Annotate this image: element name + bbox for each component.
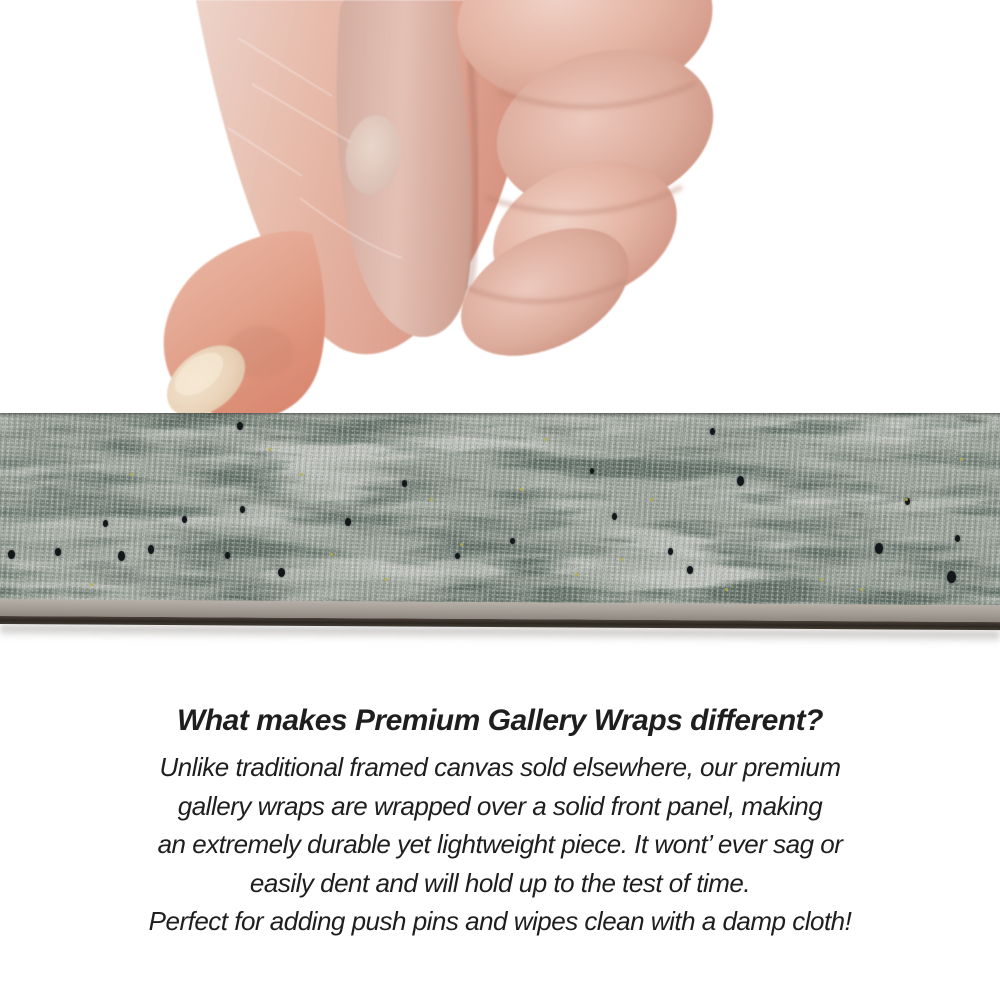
canvas-hole-spot (710, 428, 715, 435)
canvas-hole-spot (118, 551, 125, 561)
canvas-paint-speck (90, 583, 93, 586)
canvas-hole-spot (8, 550, 15, 559)
canvas-paint-speck (268, 448, 271, 451)
heading: What makes Premium Gallery Wraps different? (177, 704, 823, 737)
canvas-paint-speck (650, 498, 653, 501)
canvas-hole-spot (612, 513, 617, 520)
canvas-paint-speck (430, 498, 433, 501)
description-line-5: Perfect for adding push pins and wipes clean with a damp cloth! (148, 906, 852, 936)
canvas-paint-speck (620, 558, 623, 561)
canvas-hole-spot (875, 543, 883, 554)
canvas-paint-speck (960, 458, 963, 461)
canvas-hole-spot (240, 506, 245, 513)
canvas-hole-spot (687, 566, 693, 574)
canvas-top-edge (0, 413, 1000, 417)
canvas-hole-spot (225, 552, 230, 559)
canvas-hole-spot (55, 548, 61, 556)
hand-photo (0, 0, 1000, 422)
canvas-paint-speck (130, 473, 133, 476)
canvas-paint-speck (905, 498, 908, 501)
canvas-hole-spot (668, 548, 673, 555)
canvas-paint-speck (820, 578, 823, 581)
canvas-paint-speck (330, 553, 333, 556)
canvas-hole-spot (402, 480, 407, 487)
canvas-paint-speck (300, 473, 303, 476)
canvas-hole-spot (278, 568, 285, 577)
description-line-3: an extremely durable yet lightweight piece. It wont’ ever sag or (157, 829, 843, 859)
description-text (0, 701, 1000, 941)
canvas-hole-spot (455, 553, 460, 559)
description-line-1: Unlike traditional framed canvas sold elsewhere, our premium (159, 752, 841, 782)
canvas-paint-speck (460, 543, 463, 546)
canvas-paint-speck (860, 588, 863, 591)
description-line-4: easily dent and will hold up to the test of time. (249, 867, 751, 898)
canvas-paint-speck (725, 588, 728, 591)
canvas-hole-spot (955, 535, 960, 542)
canvas-hole-spot (103, 520, 108, 527)
canvas-paint-speck (545, 438, 548, 441)
description-line-2: gallery wraps are wrapped over a solid front panel, making (177, 790, 823, 821)
canvas-paint-speck (575, 573, 578, 576)
canvas-paint-speck (520, 488, 523, 491)
canvas-edge-photo (0, 413, 1000, 658)
canvas-hole-spot (345, 518, 351, 526)
canvas-hole-spot (237, 422, 243, 430)
canvas-hole-spot (737, 476, 744, 486)
canvas-texture (0, 413, 1000, 607)
canvas-hole-spot (590, 468, 594, 474)
canvas-hole-spot (510, 538, 515, 544)
canvas-hole-spot (947, 571, 956, 583)
canvas-paint-speck (385, 578, 388, 581)
canvas-hole-spot (182, 516, 187, 523)
canvas-hole-spot (148, 545, 154, 554)
